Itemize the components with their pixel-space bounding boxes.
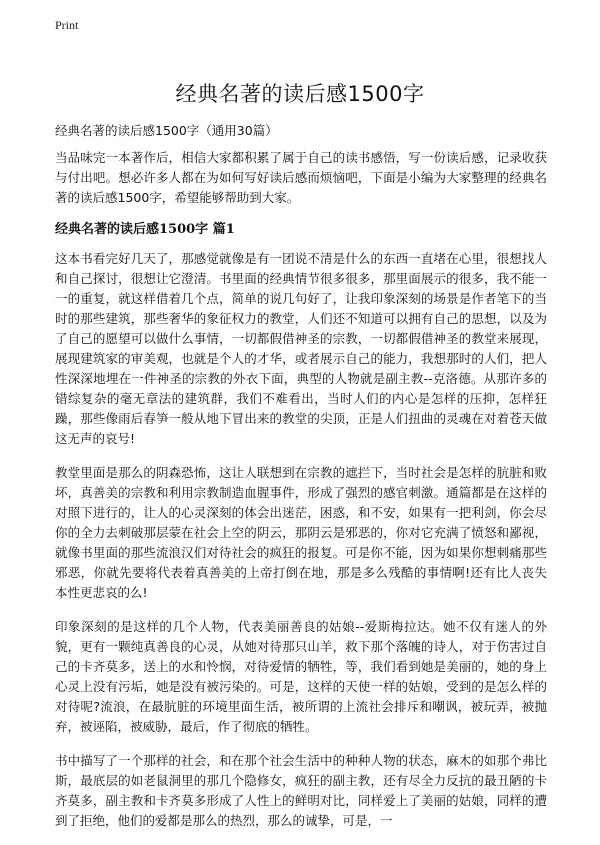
intro-paragraph: 当品味完一本著作后，相信大家都积累了属于自己的读书感悟，写一份读后感，记录收获与付出吧。想必许多人都在为如何写好读后感而烦恼吧，下面是小编为大家整理的经典名著的读后感1500字，希望能够帮助到大家。 [55, 150, 547, 205]
document-subtitle: 经典名著的读后感1500字（通用30篇） [55, 123, 278, 138]
document-body [55, 148, 547, 845]
body-paragraph-1: 这本书看完好几天了，那感觉就像是有一团说不清是什么的东西一直堵在心里，很想找人和自己探讨，很想让它澄清。书里面的经典情节很多很多，那里面展示的很多，我不能一一的重复，就这样借着几个点，简单的说几句好了，让我印象深刻的场景是作者笔下的当时的那些建筑，那些奢华的象征权力的教堂，人们还不知道可以拥有自己的思想，以及为了自己的愿望可以做什么事情，一切都假借神圣的宗教，一切都假借神圣的教堂来展现，展现建筑家的审美观，也就是个人的才华，或者展示自己的能力，我想那时的人们，把人性深深地埋在一件神圣的宗教的外衣下面，典型的人物就是副主教--克洛德。从那许多的错综复杂的毫无章法的建筑群，我们不难看出，当时人们的内心是怎样的压抑，怎样狂躁，那些像雨后春笋一般从地下冒出来的教堂的尖顶，正是人们扭曲的灵魂在对着苍天做这无声的哀号! [55, 251, 547, 446]
section-heading: 经典名著的读后感1500字 篇1 [55, 222, 235, 237]
page-title: 经典名著的读后感1500字 [175, 82, 425, 106]
body-paragraph-4: 书中描写了一个那样的社会，和在那个社会生活中的种种人物的状态，麻木的如那个弗比斯，最底层的如老鼠洞里的那几个隐修女，疯狂的副主教，还有尽全力反抗的最丑陋的卡齐莫多，副主教和卡齐莫多形成了人性上的鲜明对比，同样爱上了美丽的姑娘，同样的遭到了拒绝，他们的爱都是那么的热烈，那么的诚挚，可是，一 [55, 753, 547, 828]
body-paragraph-2: 教堂里面是那么的阴森恐怖，这让人联想到在宗教的遮拦下，当时社会是怎样的肮脏和败坏，真善美的宗教和利用宗教制造血腥事件，形成了强烈的感官刺激。通篇都是在这样的对照下进行的，让人的心灵深刻的体会出迷茫，困惑，和不安，如果有一把利剑，你会尽你的全力去刺破那层蒙在社会上空的阴云，那阴云是邪恶的，你对它充满了愤怒和鄙视，就像书里面的那些流浪汉们对待社会的疯狂的报复。可是你不能，因为如果你想刺痛那些邪恶，你就先要将代表着真善美的上帝打倒在地，那是多么残酷的事情啊!还有比人丧失本性更悲哀的么! [55, 465, 547, 600]
body-paragraph-3: 印象深刻的是这样的几个人物，代表美丽善良的姑娘--爱斯梅拉达。她不仅有迷人的外貌，更有一颗纯真善良的心灵，从她对待那只山羊，救下那个落魄的诗人，对于伤害过自己的卡齐莫多，送上的水和怜悯，对待爱情的牺牲，等，我们看到她是美丽的，她的身上心灵上没有污垢，她是没有被污染的。可是，这样的天使一样的姑娘，受到的是怎么样的对待呢?流浪，在最肮脏的环境里面生活，被所谓的上流社会排斥和嘲讽，被玩弄，被抛弃，被诬陷，被威胁，最后，作了彻底的牺牲。 [55, 619, 547, 734]
print-label: Print [55, 18, 79, 32]
